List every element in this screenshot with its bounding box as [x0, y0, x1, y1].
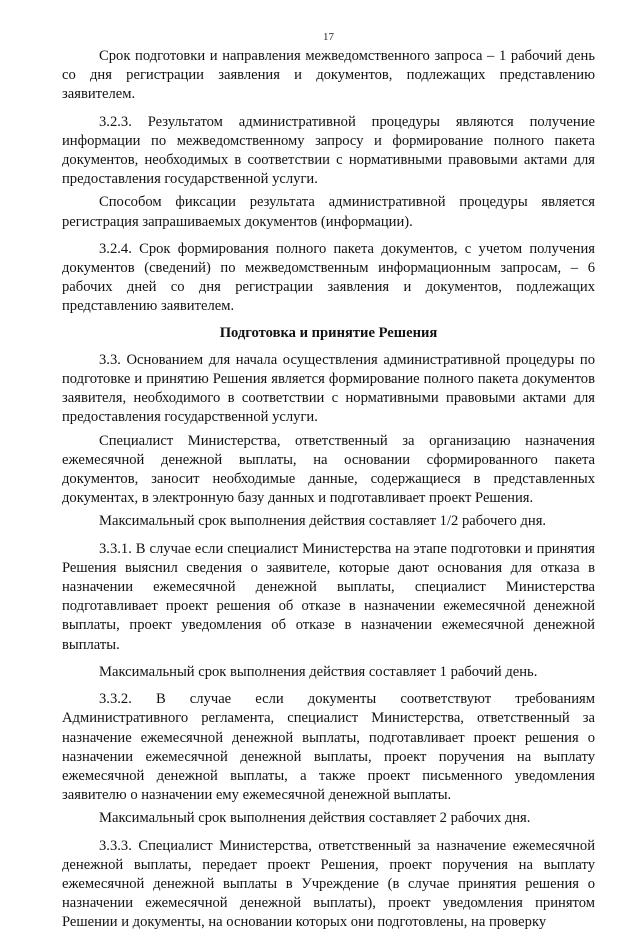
section-heading: Подготовка и принятие Решения: [219, 324, 438, 341]
paragraph-3-2-4: 3.2.4. Срок формирования полного пакета документов, с учетом получения документов (сведений) по межведомственным информационным запросам, – 6 рабочих дней со дня регистрации заявления и документов, подлежащих представлению заявителем.: [62, 240, 595, 315]
document-page: [62, 30, 595, 933]
paragraph-fixation-method: Способом фиксации результата административной процедуры является регистрация запрашиваемых документов (информации).: [62, 194, 595, 230]
paragraph-3-3-3: 3.3.3. Специалист Министерства, ответственный за назначение ежемесячной денежной выплаты, передает проект Решения, проект поручения на выплату ежемесячной денежной выплаты в Учреждение (в случае принятия решения о назначении ежемесячной денежной выплаты), проект уведомления принятом Решении и документы, на основании которых они подготовлены, на проверку: [62, 837, 595, 931]
paragraph-max-term-half-day: Максимальный срок выполнения действия составляет 1/2 рабочего дня.: [99, 513, 547, 530]
paragraph-specialist-duties: Специалист Министерства, ответственный за организацию назначения ежемесячной денежной выплаты, на основании сформированного пакета документов, заносит необходимые данные, содержащиеся в представленных документах, в электронную базу данных и подготавливает проект Решения.: [62, 432, 595, 507]
paragraph-3-3: 3.3. Основанием для начала осуществления административной процедуры по подготовке и принятию Решения является формирование полного пакета документов заявителя, необходимого в соответствии с нормативными правовыми актами для предоставления государственной услуги.: [62, 351, 595, 426]
page-number: 17: [323, 31, 334, 43]
paragraph-max-term-two-days: Максимальный срок выполнения действия составляет 2 рабочих дня.: [99, 810, 531, 827]
paragraph-3-3-2: 3.3.2. В случае если документы соответствуют требованиям Административного регламента, специалист Министерства, ответственный за назначение ежемесячной денежной выплаты, подготавливает проект решения о назначении ежемесячной денежной выплаты, проект поручения на выплату ежемесячной денежной выплаты, а также проект письменного уведомления заявителю о назначении ему ежемесячной денежной выплаты.: [62, 691, 595, 804]
paragraph-3-3-1: 3.3.1. В случае если специалист Министерства на этапе подготовки и принятия Решения выяснил сведения о заявителе, которые дают основания для отказа в назначении ежемесячной денежной выплаты, специалист Министерства подготавливает проект решения об отказе в назначении ежемесячной денежной выплаты, проект уведомления об отказе в назначении ежемесячной денежной выплаты.: [62, 540, 595, 653]
paragraph-request-deadline: Срок подготовки и направления межведомственного запроса – 1 рабочий день со дня регистрации заявления и документов, подлежащих представлению заявителем.: [62, 48, 595, 103]
paragraph-max-term-one-day: Максимальный срок выполнения действия составляет 1 рабочий день.: [99, 663, 538, 680]
paragraph-3-2-3: 3.2.3. Результатом административной процедуры являются получение информации по межведомственному запросу и формирование полного пакета документов, необходимых в соответствии с нормативными правовыми актами для предоставления государственной услуги.: [62, 113, 595, 188]
